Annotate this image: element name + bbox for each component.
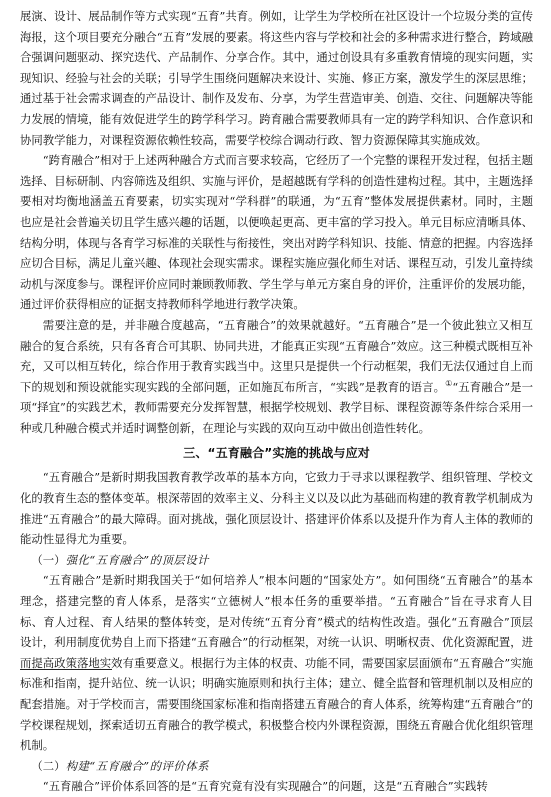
subsection-1-heading — [20, 550, 533, 571]
paragraph-cross-domain-requirements: “跨育融合”相对于上述两种融合方式而言要求较高，它经历了一个完整的课程开发过程，包括主题选择、目标研制、内容筛选及组织、实施与评价，是超越既有学科的创造性建构过程。其中，主题选择要相对均衡地涵盖五育要素，切实实现对“学科群”的联通，为“五育”整体发展提供素材。同时，主题也应是社会普遍关切且学生感兴趣的话题，以便唤起更高、更丰富的学习投入。单元目标应清晰具体、结构分明，体现与各育学习标准的关联性与衔接性，突出对跨学科知识、技能、情意的把握。内容选择应切合目标，满足儿童兴趣、体现社会现实需求。课程实施应强化师生对话、课程互动，引发儿童持续动机与深度参与。课程评价应同时兼顾教师教、学生学与单元方案自身的评价，注重评价的发展功能，通过评价获得相应的证据支持教师科学地进行教学决策。 — [20, 153, 533, 312]
paragraph-integration-note — [20, 315, 533, 439]
subsection-1-number: （一） — [31, 552, 66, 567]
paragraph-integration-note-tail: “五育融合”是一项“择宜”的实践艺术，教师需要充分发挥智慧，根据学校规划、教学目标、课程资源等条件综合采用一种或几种融合模式并适时调整创新，在理论与实践的双向互动中做出创造性转化。 — [20, 379, 533, 435]
paragraph-integration-note-text: 需要注意的是，并非融合度越高，“五育融合”的效果就越好。“五育融合”是一个彼此独立又相互融合的复合系统，只有各育合可其职、协同共进，才能真正实现“五育融合”效应。这三种模式既相互补充，又可以相互转化，综合作用于教育实践当中。这里只是提供一个行动框架，我们无法仅通过自上而下的规划和预设就能实现实践的全部问题，正如施瓦布所言，“实践”是教育的语言。 — [20, 317, 533, 394]
document-page — [20, 6, 533, 797]
footnote-marker[interactable]: ① — [445, 378, 453, 388]
paragraph-challenges-intro: “五育融合”是新时期我国教育教学改革的基本方向，它致力于寻求以课程教学、组织管理、学校文化的教育生态的整体变革。根深蒂固的效率主义、分科主义以及以此为基础而构建的教育教学机制成为推进“五育融合”的最大障碍。面对挑战，强化顶层设计、搭建评价体系以及提升作为育人主体的教师的能动性显得尤为重要。 — [20, 470, 533, 547]
paragraph-top-level-design: “五育融合”是新时期我国关于“如何培养人”根本问题的“国家处方”。如何围绕“五育融合”的基本理念，搭建完整的育人体系，是落实“立德树人”根本任务的重要举措。“五育融合”旨在寻求育人目标、育人过程、育人结果的整体转变，是对传统“五育分育”模式的结构性改造。强化“五育融合”顶层设计，利用制度优势自上而下搭建“五育融合”的行动框架，对统一认识、明晰权责、优化资源配置，进而提高政策落地实效有重要意义。根据行为主体的权责、功能不同，需要国家层面颁布“五育融合”实施标准和指南，提升站位、统一认识；明确实施原则和执行主体；建立、健全监督和管理机制以及相应的配套措施。对于学校而言，需要围绕国家标准和指南搭建五育融合的育人体系，统筹构建“五育融合”的学校课程规划，探索适切五育融合的教学模式，积极整合校内外课程资源，围绕五育融合优化组织管理机制。 — [20, 573, 533, 753]
subsection-2-heading — [20, 756, 533, 777]
section-3-heading: 三、“五育融合”实施的挑战与应对 — [183, 446, 370, 461]
subsection-1-title: 强化“五育融合”的顶层设计 — [65, 552, 210, 567]
footnote-divider — [20, 669, 112, 670]
subsection-2-number: （二） — [31, 758, 66, 773]
subsection-2-title: 构建“五育融合”的评价体系 — [65, 758, 210, 773]
paragraph-cross-domain-integration: 展演、设计、展品制作等方式实现“五育”共育。例如，让学生为学校所在社区设计一个垃圾分类的宣传海报，这个项目要充分融合“五育”发展的要素。将这些内容与学校和社会的多种需求进行整合，跨域融合强调问题驱动、探究迭代、产品制作、分享合作。其中，通过创设具有多重教育情境的现实问题，实现知识、经验与社会的关联；引导学生围绕问题解决来设计、实施、修正方案，激发学生的深层思维；通过基于社会需求调查的产品设计、制作及发布、分享，为学生营造审美、创造、交往、问题解决等能力发展的情境，能有效促进学生的跨学科学习。跨育融合需要教师具有一定的跨学科知识、合作意识和协同教学能力，对课程资源依赖性较高，需要学校综合调动行政、智力资源保障其实施成效。 — [20, 9, 533, 147]
paragraph-evaluation-system: “五育融合”评价体系回答的是“五育究竟有没有实现融合”的问题，这是“五育融合”实践转 — [42, 779, 488, 794]
